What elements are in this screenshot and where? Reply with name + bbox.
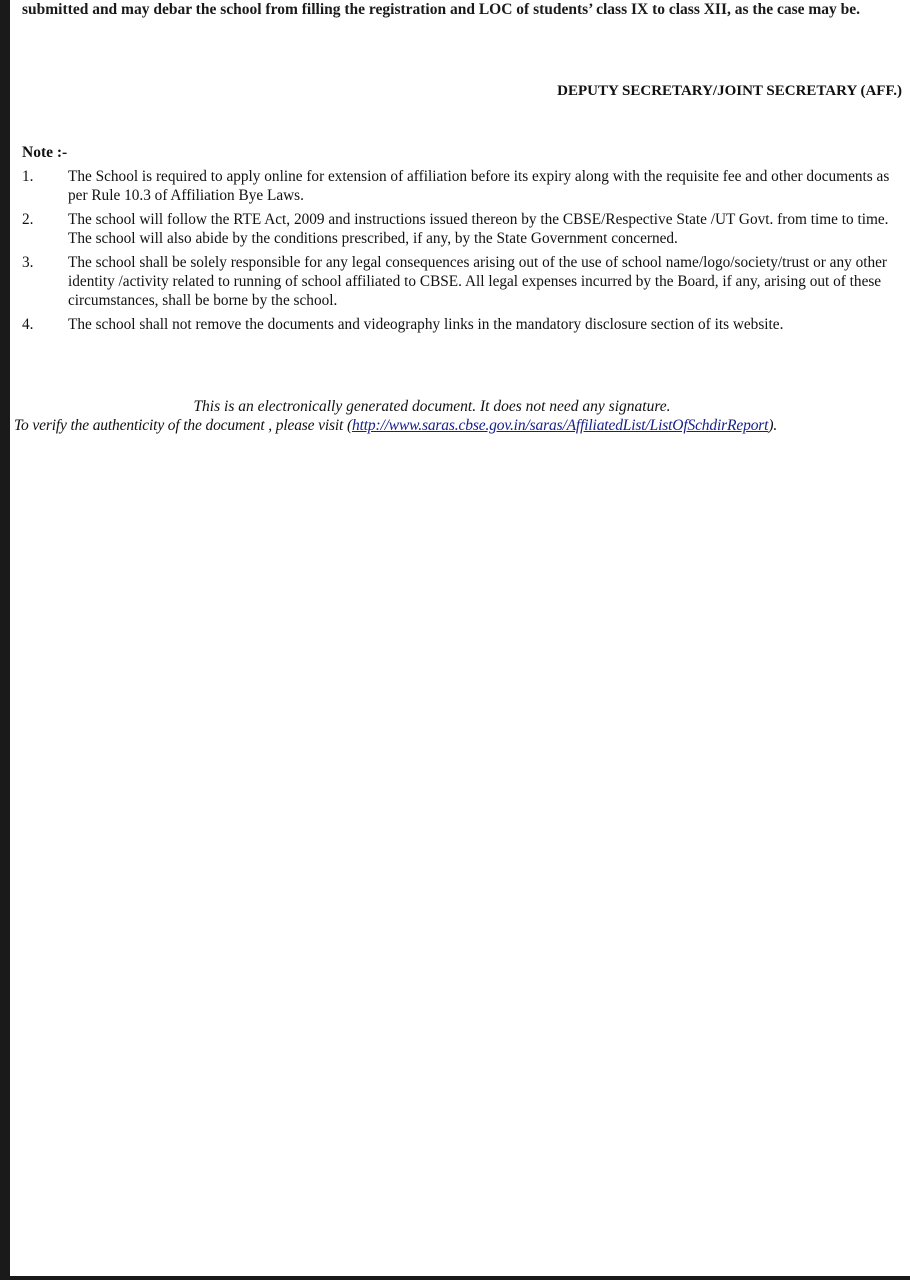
note-number: 1. (22, 168, 34, 185)
note-text: The School is required to apply online for extension of affiliation before its expiry along with the requisite fee and other documents as per Rule 10.3 of Affiliation Bye Laws. (68, 168, 890, 204)
notes-list (22, 167, 902, 339)
verification-text: To verify the authenticity of the document , please visit ( (14, 417, 352, 434)
note-text: The school shall not remove the documents and videography links in the mandatory disclosure section of its website. (68, 316, 784, 333)
note-text: The school shall be solely responsible for any legal consequences arising out of the use of school name/logo/society/trust or any other identity /activity related to running of school affiliated to CBSE. All legal expenses incurred by the Board, if any, arising out of these circumstances, shall be borne by the school. (68, 254, 888, 309)
page-bottom-edge (0, 1276, 910, 1280)
note-item (22, 253, 902, 310)
note-item (22, 167, 902, 205)
note-text: The school will follow the RTE Act, 2009 and instructions issued thereon by the CBSE/Respective State /UT Govt. from time to time. The school will also abide by the conditions prescribed, if any, by the State Government concerned. (68, 211, 889, 247)
electronic-document-notice: This is an electronically generated document. It does not need any signature. (193, 398, 671, 415)
note-number: 4. (22, 316, 34, 333)
verification-notice (14, 416, 910, 435)
page-left-edge (0, 0, 10, 1280)
verification-suffix: ). (768, 417, 778, 434)
note-item (22, 315, 902, 334)
note-number: 2. (22, 211, 34, 228)
note-heading: Note :- (22, 144, 68, 161)
signatory-title: DEPUTY SECRETARY/JOINT SECRETARY (AFF.) (557, 83, 902, 99)
note-number: 3. (22, 254, 34, 271)
intro-paragraph: submitted and may debar the school from filling the registration and LOC of students’ class IX to class XII, as the case may be. (22, 1, 861, 18)
verification-link[interactable]: http://www.saras.cbse.gov.in/saras/AffiliatedList/ListOfSchdirReport (351, 417, 769, 434)
note-item (22, 210, 902, 248)
footer-notice (14, 397, 910, 435)
